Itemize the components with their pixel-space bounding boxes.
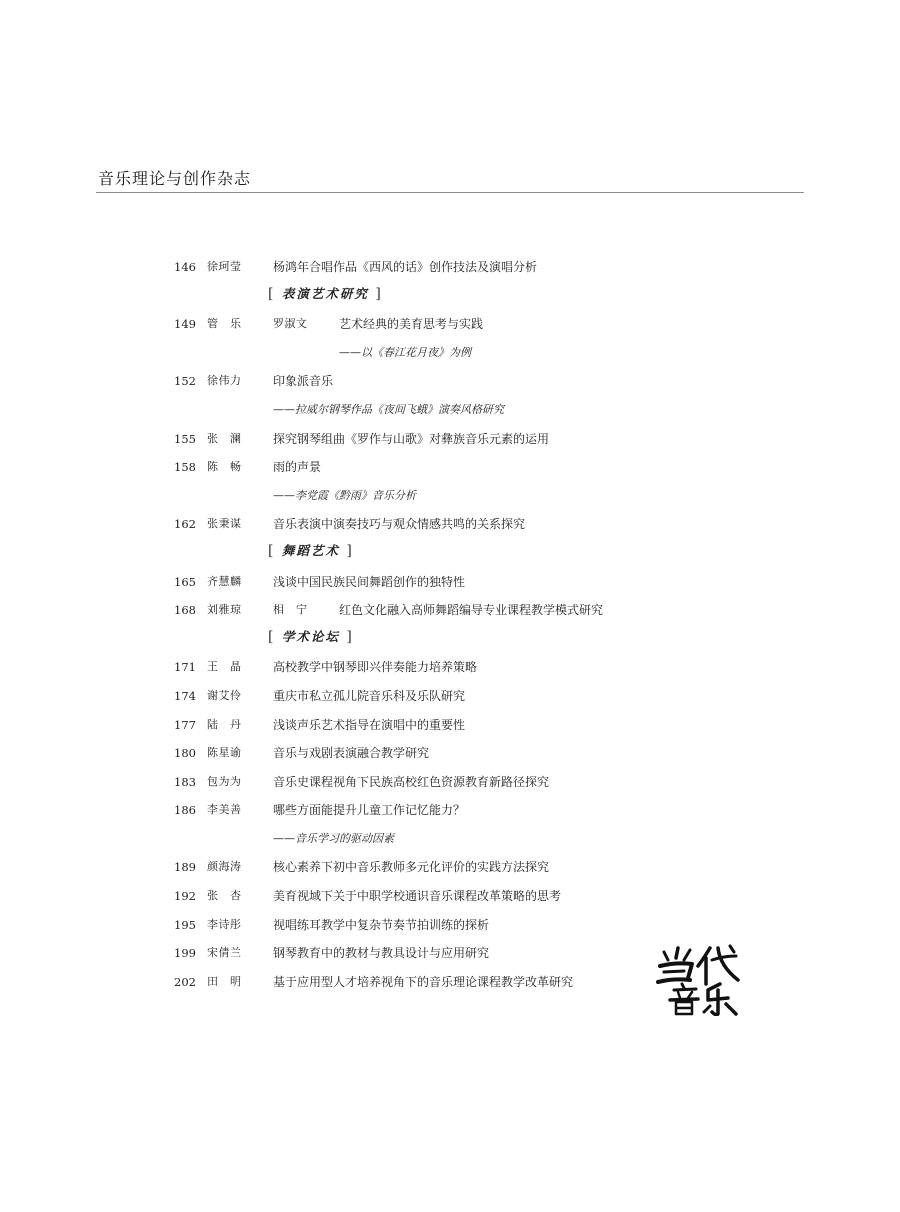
- author-name: 张秉谋: [207, 517, 242, 531]
- article-title: 音乐史课程视角下民族高校红色资源教育新路径探究: [273, 774, 550, 789]
- page-number: 183: [174, 774, 196, 789]
- toc-entry: [174, 373, 734, 402]
- page-number: 168: [174, 603, 196, 618]
- author-name: 李诗彤: [207, 917, 242, 931]
- author-name: 徐珂莹: [207, 260, 242, 273]
- table-of-contents: [174, 259, 734, 1002]
- article-title: 重庆市私立孤儿院音乐科及乐队研究: [273, 688, 466, 703]
- author-name: 管 乐: [207, 317, 242, 331]
- toc-entry: [174, 659, 734, 688]
- toc-subtitle-row: [174, 488, 734, 517]
- article-title: 音乐与戏剧表演融合教学研究: [273, 746, 430, 761]
- toc-entry: [174, 602, 734, 631]
- author-name: 颜海涛: [207, 860, 242, 874]
- page-number: 177: [174, 717, 196, 732]
- toc-entry: [174, 259, 734, 288]
- bracket-left: [: [268, 628, 282, 645]
- article-subtitle: ——以《春江花月夜》为例: [339, 345, 471, 359]
- page-number: 158: [174, 460, 196, 475]
- author-name: 谢艾伶: [207, 688, 242, 702]
- article-title: 红色文化融入高师舞蹈编导专业课程教学模式研究: [339, 603, 604, 618]
- article-title: 哪些方面能提升儿童工作记忆能力？: [273, 803, 466, 818]
- toc-entry: [174, 431, 734, 460]
- page-number: 199: [174, 946, 196, 961]
- page-number: 174: [174, 688, 196, 703]
- page-number: 146: [174, 260, 196, 274]
- toc-entry: [174, 974, 734, 1003]
- article-title: 音乐表演中演奏技巧与观众情感共鸣的关系探究: [273, 517, 526, 532]
- toc-entry: [174, 917, 734, 946]
- author-name: 陆 丹: [207, 717, 242, 731]
- toc-subtitle-row: [174, 402, 734, 431]
- section-label: 学术论坛: [281, 628, 340, 644]
- bracket-right: ]: [368, 285, 383, 302]
- toc-entry: [174, 945, 734, 974]
- article-title: 高校教学中钢琴即兴伴奏能力培养策略: [273, 660, 478, 675]
- article-title: 杨鸿年合唱作品《西风的话》创作技法及演唱分析: [273, 260, 538, 274]
- coauthor-name: 罗淑文: [273, 317, 308, 331]
- article-title: 美育视域下关于中职学校通识音乐课程改革策略的思考: [273, 889, 562, 904]
- toc-entry: [174, 459, 734, 488]
- page-number: 186: [174, 803, 196, 818]
- article-title: 浅谈中国民族民间舞蹈创作的独特性: [273, 574, 466, 589]
- page-number: 189: [174, 860, 196, 875]
- toc-entry: [174, 859, 734, 888]
- section-heading: [174, 542, 734, 574]
- article-title: 印象派音乐: [273, 374, 334, 389]
- article-title: 探究钢琴组曲《罗作与山歌》对彝族音乐元素的运用: [273, 431, 550, 446]
- toc-subtitle-row: [174, 831, 734, 860]
- article-title: 视唱练耳教学中复杂节奏节拍训练的探析: [273, 917, 490, 932]
- toc-subtitle-row: [174, 345, 734, 374]
- author-name: 包为为: [207, 774, 242, 788]
- page-number: 162: [174, 517, 196, 532]
- toc-entry: [174, 316, 734, 345]
- author-name: 张 澜: [207, 431, 242, 445]
- author-name: 李美善: [207, 803, 242, 817]
- page-number: 155: [174, 431, 196, 446]
- article-title: 雨的声景: [273, 460, 322, 475]
- author-name: 徐伟力: [207, 374, 242, 388]
- article-title: 核心素养下初中音乐教师多元化评价的实践方法探究: [273, 860, 550, 875]
- author-name: 齐慧麟: [207, 574, 242, 588]
- article-title: 钢琴教育中的教材与教具设计与应用研究: [273, 946, 490, 961]
- page-number: 195: [174, 917, 196, 932]
- toc-entry: [174, 802, 734, 831]
- article-subtitle: ——拉威尔钢琴作品《夜间飞蛾》演奏风格研究: [273, 402, 504, 416]
- page-number: 165: [174, 574, 196, 589]
- article-title: 浅谈声乐艺术指导在演唱中的重要性: [273, 717, 466, 732]
- author-name: 王 晶: [207, 660, 242, 674]
- author-name: 张 杏: [207, 889, 242, 903]
- article-subtitle: ——音乐学习的驱动因素: [273, 831, 394, 845]
- toc-entry: [174, 688, 734, 717]
- section-label: 舞蹈艺术: [281, 542, 340, 558]
- journal-header: [96, 168, 804, 193]
- page-number: 202: [174, 974, 196, 989]
- toc-entry: [174, 717, 734, 746]
- calligraphy-logo-icon: [654, 944, 744, 1016]
- article-title: 艺术经典的美育思考与实践: [339, 317, 484, 332]
- page-number: 192: [174, 889, 196, 904]
- journal-title: 音乐理论与创作杂志: [98, 169, 252, 188]
- author-name: 陈 畅: [207, 460, 242, 474]
- bracket-left: [: [268, 542, 282, 559]
- author-name: 刘雅琼: [207, 603, 242, 617]
- page-number: 152: [174, 374, 196, 389]
- section-heading: [174, 628, 734, 660]
- toc-entry: [174, 574, 734, 603]
- section-label: 表演艺术研究: [281, 285, 369, 301]
- toc-entry: [174, 774, 734, 803]
- author-name: 陈星谕: [207, 746, 242, 760]
- toc-entry: [174, 516, 734, 545]
- author-name: 宋倩兰: [207, 946, 242, 960]
- toc-entry: [174, 888, 734, 917]
- article-subtitle: ——李党霞《黔雨》音乐分析: [273, 488, 416, 502]
- toc-entry: [174, 745, 734, 774]
- bracket-right: ]: [339, 542, 354, 559]
- bracket-left: [: [268, 285, 282, 302]
- section-heading: [174, 285, 734, 317]
- author-name: 田 明: [207, 974, 242, 988]
- page-number: 171: [174, 660, 196, 675]
- page-number: 149: [174, 317, 196, 332]
- article-title: 基于应用型人才培养视角下的音乐理论课程教学改革研究: [273, 974, 574, 989]
- page-number: 180: [174, 746, 196, 761]
- header-rule: [96, 192, 804, 193]
- bracket-right: ]: [339, 628, 354, 645]
- coauthor-name: 相 宁: [273, 603, 308, 617]
